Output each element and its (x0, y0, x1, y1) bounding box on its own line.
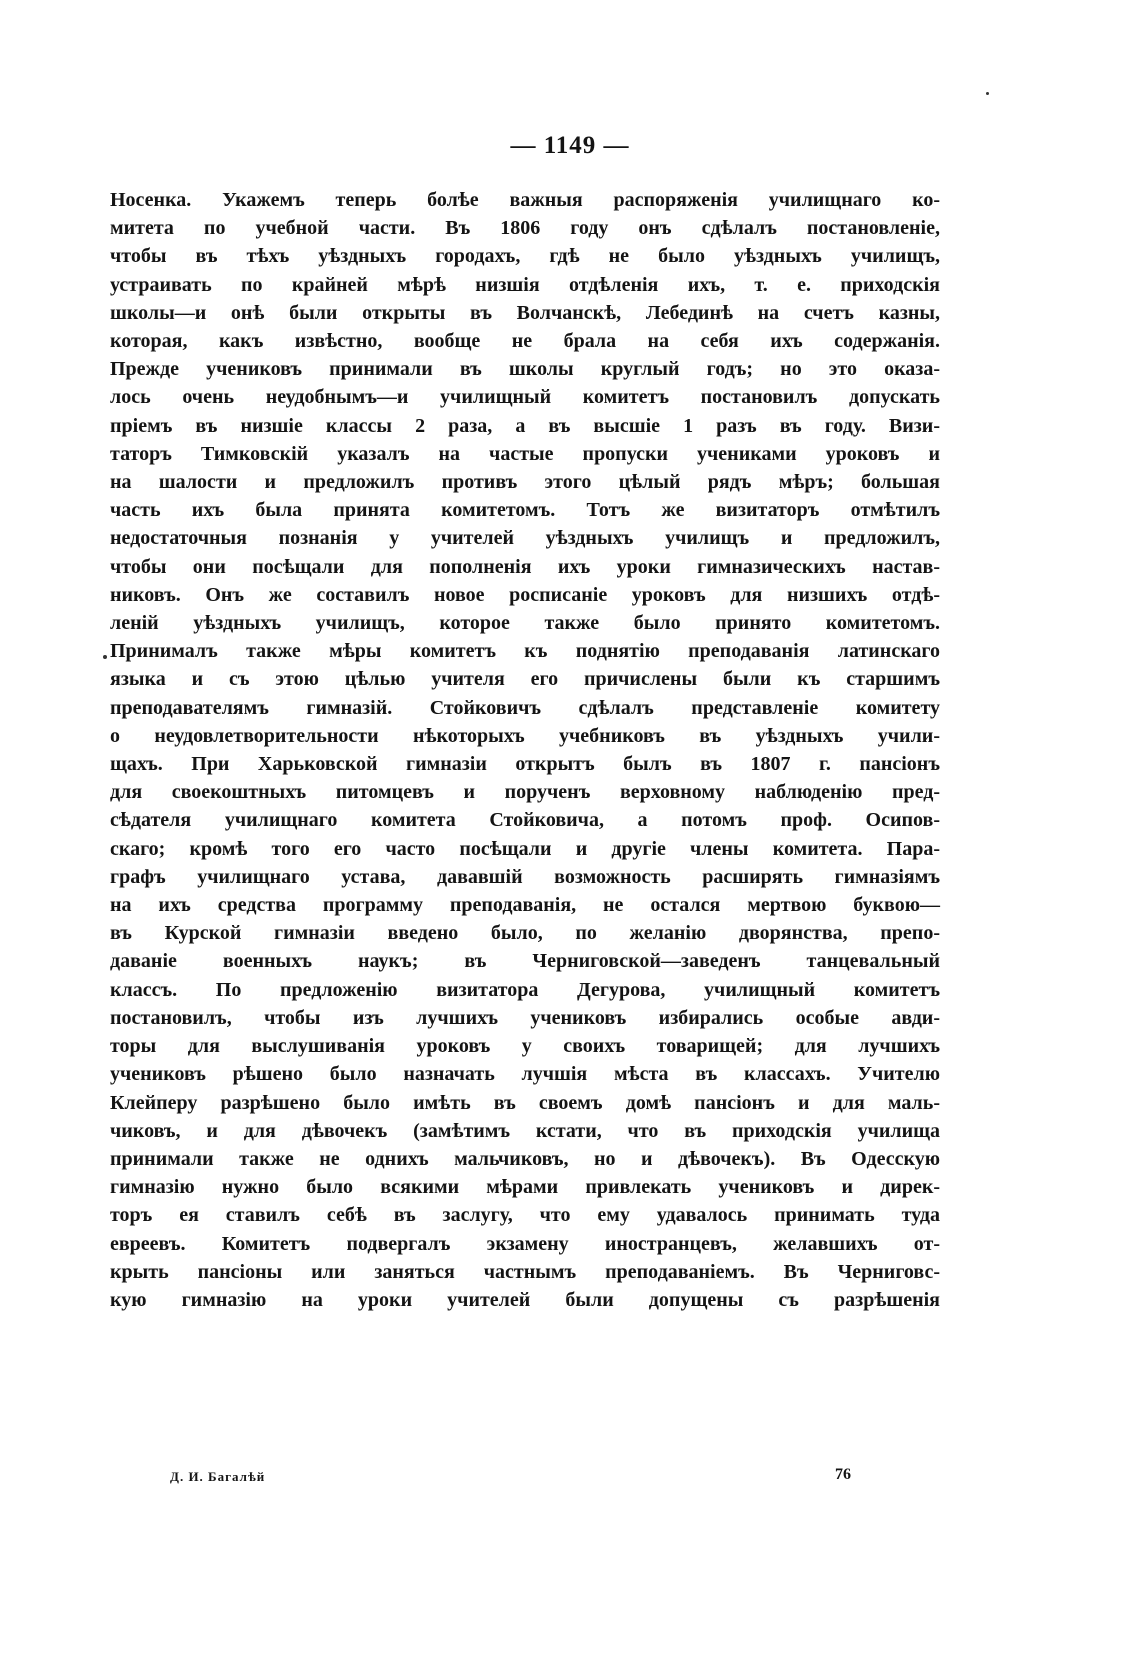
footer-sheet-number: 76 (835, 1466, 851, 1483)
text-line: торъ ея ставилъ себѣ въ заслугу, что ему удавалось принимать туда (110, 1204, 940, 1227)
text-line: графъ училищнаго устава, дававшій возможность расширять гимназіямъ (110, 865, 940, 888)
text-line: никовъ. Онъ же составилъ новое росписаніе уроковъ для низшихъ отдѣ- (110, 583, 940, 606)
text-line: щахъ. При Харьковской гимназіи открытъ былъ въ 1807 г. пансіонъ (110, 753, 940, 776)
text-line: принимали также не однихъ мальчиковъ, но и дѣвочекъ). Въ Одесскую (110, 1147, 940, 1170)
speck (986, 92, 989, 95)
text-line: на шалости и предложилъ противъ этого цѣлый рядъ мѣръ; большая (110, 471, 940, 494)
text-line: Клейперу разрѣшено было имѣть въ своемъ домѣ пансіонъ и для маль- (110, 1091, 940, 1114)
text-line: на ихъ средства программу преподаванія, не остался мертвою буквою— (110, 894, 940, 917)
text-line: классъ. По предложенію визитатора Дегурова, училищный комитетъ (110, 978, 940, 1001)
text-line: чтобы въ тѣхъ уѣздныхъ городахъ, гдѣ не было уѣздныхъ училищъ, (110, 245, 940, 268)
text-line: языка и съ этою цѣлью учителя его причислены были къ старшимъ (110, 668, 940, 691)
text-line: даваніе военныхъ наукъ; въ Черниговской—заведенъ танцевальный (110, 950, 940, 973)
text-line: кую гимназію на уроки учителей были допущены съ разрѣшенія (110, 1288, 940, 1311)
text-line: чтобы они посѣщали для пополненія ихъ уроки гимназическихъ настав- (110, 555, 940, 578)
text-line: чиковъ, и для дѣвочекъ (замѣтимъ кстати, что въ приходскія училища (110, 1119, 940, 1142)
text-line: которая, какъ извѣстно, вообще не брала на себя ихъ содержанія. (110, 330, 940, 353)
text-line: въ Курской гимназіи введено было, по желанію дворянства, препо- (110, 922, 940, 945)
page-number: — 1149 — (510, 132, 630, 159)
text-line: евреевъ. Комитетъ подвергалъ экзамену иностранцевъ, желавшихъ от- (110, 1232, 940, 1255)
text-line: школы—и онѣ были открыты въ Волчанскѣ, Лебединѣ на счетъ казны, (110, 301, 940, 324)
text-line: торы для выслушиванія уроковъ у своихъ товарищей; для лучшихъ (110, 1035, 940, 1058)
text-line: учениковъ рѣшено было назначать лучшія мѣста въ классахъ. Учителю (110, 1063, 940, 1086)
text-line: о неудовлетворительности нѣкоторыхъ учебниковъ въ уѣздныхъ учили- (110, 724, 940, 747)
text-line: митета по учебной части. Въ 1806 году онъ сдѣлалъ постановленіе, (110, 217, 940, 240)
text-line: Прежде учениковъ принимали въ школы круглый годъ; но это оказа- (110, 358, 940, 381)
text-line: устраивать по крайней мѣрѣ низшія отдѣленія ихъ, т. е. приходскія (110, 273, 940, 296)
text-line: лось очень неудобнымъ—и училищный комитетъ постановилъ допускать (110, 386, 940, 409)
text-line: преподавателямъ гимназій. Стойковичъ сдѣлалъ представленіе комитету (110, 696, 940, 719)
footer-author: Д. И. Багалѣй (170, 1469, 266, 1484)
text-line: Принималъ также мѣры комитетъ къ поднятію преподаванія латинскаго (110, 640, 940, 663)
text-line: леній уѣздныхъ училищъ, которое также было принято комитетомъ. (110, 612, 940, 635)
text-line: крыть пансіоны или заняться частнымъ преподаваніемъ. Въ Черниговс- (110, 1260, 940, 1283)
text-line: недостаточныя познанія у учителей уѣздныхъ училищъ и предложилъ, (110, 527, 940, 550)
text-line: гимназію нужно было всякими мѣрами привлекать учениковъ и дирек- (110, 1176, 940, 1199)
margin-dot (103, 655, 107, 659)
text-line: пріемъ въ низшіе классы 2 раза, а въ высшіе 1 разъ въ году. Визи- (110, 414, 940, 437)
text-line: постановилъ, чтобы изъ лучшихъ учениковъ избирались особые авди- (110, 1006, 940, 1029)
text-line: скаго; кромѣ того его часто посѣщали и другіе члены комитета. Пара- (110, 837, 940, 860)
text-line: Носенка. Укажемъ теперь болѣе важныя распоряженія училищнаго ко- (110, 189, 940, 211)
text-line: для своекоштныхъ питомцевъ и порученъ верховному наблюденію пред- (110, 781, 940, 804)
text-line: таторъ Тимковскій указалъ на частые пропуски учениками уроковъ и (110, 442, 940, 465)
text-line: часть ихъ была принята комитетомъ. Тотъ же визитаторъ отмѣтилъ (110, 499, 940, 522)
body-text (110, 186, 940, 1314)
text-line: сѣдателя училищнаго комитета Стойковича, а потомъ проф. Осипов- (110, 809, 940, 832)
